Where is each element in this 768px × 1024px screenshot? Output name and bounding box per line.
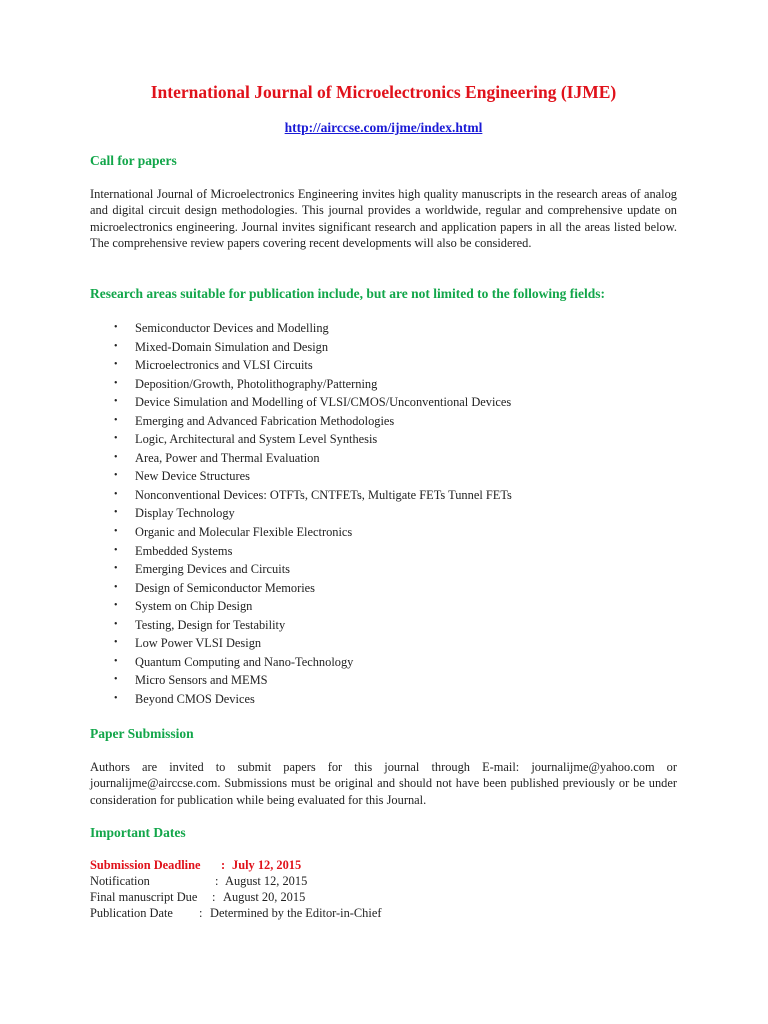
list-item: [90, 523, 512, 542]
date-label: Notification: [90, 874, 150, 888]
topics-list: [90, 319, 512, 708]
important-dates-heading: Important Dates: [90, 825, 186, 840]
topic-label: Deposition/Growth, Photolithography/Patterning: [135, 376, 378, 391]
date-value: August 20, 2015: [223, 889, 306, 904]
bullet-icon: •: [114, 359, 118, 371]
journal-title: International Journal of Microelectronics Engineering (IJME): [150, 82, 617, 102]
date-separator: :: [212, 889, 216, 904]
list-item: [90, 597, 512, 616]
list-item: [90, 356, 512, 375]
list-item: [90, 467, 512, 486]
list-item: [90, 542, 512, 561]
bullet-icon: •: [114, 451, 118, 463]
bullet-icon: •: [114, 637, 118, 649]
bullet-icon: •: [114, 340, 118, 352]
date-value: July 12, 2015: [232, 858, 302, 872]
bullet-icon: •: [114, 322, 118, 333]
topic-label: System on Chip Design: [135, 599, 253, 614]
date-separator: :: [221, 858, 226, 872]
bullet-icon: •: [114, 433, 118, 445]
topic-label: Testing, Design for Testability: [135, 617, 286, 632]
date-separator: :: [199, 905, 203, 920]
topic-label: Emerging and Advanced Fabrication Methodologies: [135, 413, 395, 428]
list-item: [90, 634, 512, 653]
bullet-icon: •: [114, 526, 118, 538]
bullet-icon: •: [114, 507, 118, 519]
list-item: [90, 616, 512, 635]
topic-label: Embedded Systems: [135, 543, 233, 558]
topic-label: Mixed-Domain Simulation and Design: [135, 339, 329, 354]
topic-label: Nonconventional Devices: OTFTs, CNTFETs, Multigate FETs Tunnel FETs: [135, 487, 512, 502]
list-item: [90, 338, 512, 357]
topic-label: Area, Power and Thermal Evaluation: [135, 450, 320, 465]
topic-label: Semiconductor Devices and Modelling: [135, 321, 329, 335]
topic-label: Design of Semiconductor Memories: [135, 580, 315, 595]
list-item: [90, 486, 512, 505]
journal-url-link[interactable]: http://airccse.com/ijme/index.html: [284, 120, 483, 135]
list-item: [90, 504, 512, 523]
call-for-papers-text: International Journal of Microelectronics Engineering invites high quality manuscripts in the research areas of analog and digital circuit design methodologies. This journal provides a worldwide, regular and comprehensive update on microelectronics engineering. Journal invites significant research and application papers in all the areas listed below. The comprehensive review papers covering recent developments will also be considered.: [90, 187, 677, 251]
bullet-icon: •: [114, 581, 118, 593]
date-value: August 12, 2015: [225, 874, 308, 888]
topic-label: Microelectronics and VLSI Circuits: [135, 358, 313, 373]
list-item: [90, 375, 512, 394]
bullet-icon: •: [114, 414, 118, 426]
paper-submission-heading: Paper Submission: [90, 726, 194, 741]
bullet-icon: •: [114, 544, 118, 556]
topic-label: Display Technology: [135, 506, 235, 521]
bullet-icon: •: [114, 377, 118, 389]
bullet-icon: •: [114, 655, 118, 667]
topic-label: Organic and Molecular Flexible Electronics: [135, 525, 353, 540]
topic-label: Device Simulation and Modelling of VLSI/CMOS/Unconventional Devices: [135, 395, 512, 410]
topic-label: Emerging Devices and Circuits: [135, 562, 290, 577]
bullet-icon: •: [114, 674, 118, 686]
date-label: Publication Date: [90, 905, 173, 920]
bullet-icon: •: [114, 563, 118, 575]
list-item: [90, 690, 512, 709]
list-item: [90, 412, 512, 431]
list-item: [90, 579, 512, 598]
bullet-icon: •: [114, 470, 118, 482]
date-label: Final manuscript Due: [90, 889, 198, 904]
topic-label: Micro Sensors and MEMS: [135, 673, 268, 688]
list-item: [90, 393, 512, 412]
bullet-icon: •: [114, 618, 118, 630]
research-areas-heading: Research areas suitable for publication include, but are not limited to the following fields:: [90, 286, 606, 301]
bullet-icon: •: [114, 488, 118, 500]
topic-label: Beyond CMOS Devices: [135, 691, 255, 706]
bullet-icon: •: [114, 600, 118, 612]
date-value: Determined by the Editor-in-Chief: [210, 905, 382, 920]
list-item: [90, 653, 512, 672]
list-item: [90, 449, 512, 468]
topic-label: New Device Structures: [135, 469, 250, 484]
list-item: [90, 671, 512, 690]
list-item: [90, 560, 512, 579]
list-item: [90, 319, 512, 338]
topic-label: Quantum Computing and Nano-Technology: [135, 654, 354, 669]
paper-submission-text: Authors are invited to submit papers for this journal through E-mail: journalijme@yahoo.com or journalijme@airccse.com. Submissions must be original and should not have been published previously or be under consideration for publication while being evaluated for this Journal.: [90, 760, 677, 807]
call-for-papers-heading: Call for papers: [90, 153, 177, 168]
date-label: Submission Deadline: [90, 858, 201, 872]
topic-label: Logic, Architectural and System Level Synthesis: [135, 432, 378, 447]
topic-label: Low Power VLSI Design: [135, 636, 262, 651]
bullet-icon: •: [114, 396, 118, 408]
list-item: [90, 430, 512, 449]
bullet-icon: •: [114, 692, 118, 704]
date-separator: :: [215, 874, 219, 888]
